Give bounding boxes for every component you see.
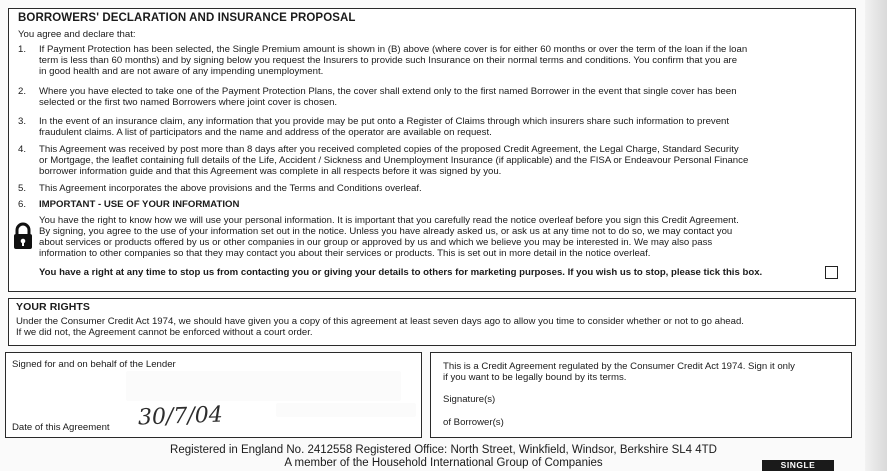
item-3-line: fraudulent claims. A list of participators and the name and address of the operator are available on request. — [39, 127, 492, 138]
important-info-heading: IMPORTANT - USE OF YOUR INFORMATION — [39, 199, 240, 210]
padlock-icon — [12, 221, 34, 251]
regulation-notice-line: This is a Credit Agreement regulated by the Consumer Credit Act 1974. Sign it only — [443, 361, 795, 372]
info-line: about services or products offered by us or other companies in our group or approved by us and which we believe you may be interested in. We may also pass — [39, 237, 713, 248]
agreement-date-value[interactable]: 30/7/04 — [137, 402, 224, 431]
item-number: 1. — [18, 44, 27, 55]
page-edge-shadow — [865, 0, 887, 471]
item-1-line: If Payment Protection has been selected, the Single Premium amount is shown in (B) above (where cover is for either 60 months or over the term of the loan if the loan — [39, 44, 748, 55]
info-line: By signing, you agree to the use of your information set out in the notice. Unless you have already asked us, or ask us at any time not to do so, we may contact you — [39, 226, 733, 237]
group-membership-text: A member of the Household International Group of Companies — [284, 457, 603, 469]
item-2-line: Where you have elected to take one of the Payment Protection Plans, the cover shall extend only to the first named Borrower in the event that single cover has been — [39, 86, 737, 97]
agreement-date-label: Date of this Agreement — [12, 422, 110, 433]
your-rights-title: YOUR RIGHTS — [16, 301, 91, 313]
regulation-notice-line: if you want to be legally bound by its terms. — [443, 372, 627, 383]
registered-office-text: Registered in England No. 2412558 Registered Office: North Street, Winkfield, Windsor, Berkshire SL4 4TD — [170, 444, 717, 456]
your-rights-section — [8, 298, 856, 346]
item-3-line: In the event of an insurance claim, any information that you provide may be put onto a Register of Claims through which insurers share such information to prevent — [39, 116, 730, 127]
item-number: 6. — [18, 199, 27, 210]
item-4-line: borrower information guide and that this Agreement was complete in all respects before it was signed by you. — [39, 166, 502, 177]
marketing-optout-text: You have a right at any time to stop us from contacting you or giving your details to others for marketing purposes. If you wish us to stop, please tick this box. — [39, 267, 763, 278]
item-number: 4. — [18, 144, 27, 155]
declaration-intro: You agree and declare that: — [18, 29, 136, 40]
item-5-line: This Agreement incorporates the above provisions and the Terms and Conditions overleaf. — [39, 183, 422, 194]
info-line: information to other companies so that they may contact you about their services or products. This is set out in more detail in the notice overleaf. — [39, 248, 651, 259]
single-tag: SINGLE — [762, 460, 834, 471]
of-borrowers-label: of Borrower(s) — [443, 417, 504, 428]
item-number: 2. — [18, 86, 27, 97]
item-4-line: or Mortgage, the leaflet containing full details of the Life, Accident / Sickness and Unemployment Insurance (if applicable) and the FISA or Endeavour Personal Finance — [39, 155, 749, 166]
redacted-signature — [126, 371, 401, 401]
borrower-signature-label: Signature(s) — [443, 394, 496, 405]
declaration-section — [8, 8, 856, 292]
item-number: 3. — [18, 116, 27, 127]
borrower-signature-section — [430, 352, 852, 438]
item-number: 5. — [18, 183, 27, 194]
info-line: You have the right to know how we will use your personal information. It is important that you carefully read the notice overleaf before you sign this Credit Agreement. — [39, 215, 739, 226]
rights-line: Under the Consumer Credit Act 1974, we should have given you a copy of this agreement at least seven days ago to allow you time to consider whether or not to go ahead. — [16, 316, 744, 327]
item-1-line: term is less than 60 months) and by signing below you request the Insurers to provide such Insurance on their normal terms and conditions. You confirm that you are — [39, 55, 738, 66]
marketing-optout-checkbox[interactable] — [825, 266, 838, 279]
redacted-area — [276, 403, 416, 417]
declaration-title: BORROWERS' DECLARATION AND INSURANCE PROPOSAL — [18, 12, 356, 24]
item-2-line: selected or the first two named Borrowers where joint cover is chosen. — [39, 97, 338, 108]
lender-signed-label: Signed for and on behalf of the Lender — [12, 359, 176, 370]
item-1-line: in good health and are not aware of any impending unemployment. — [39, 66, 324, 77]
lender-signature-section — [5, 352, 422, 438]
rights-line: If we did not, the Agreement cannot be enforced without a court order. — [16, 327, 313, 338]
item-4-line: This Agreement was received by post more than 8 days after you received completed copies of the proposed Credit Agreement, the Legal Charge, Standard Security — [39, 144, 739, 155]
